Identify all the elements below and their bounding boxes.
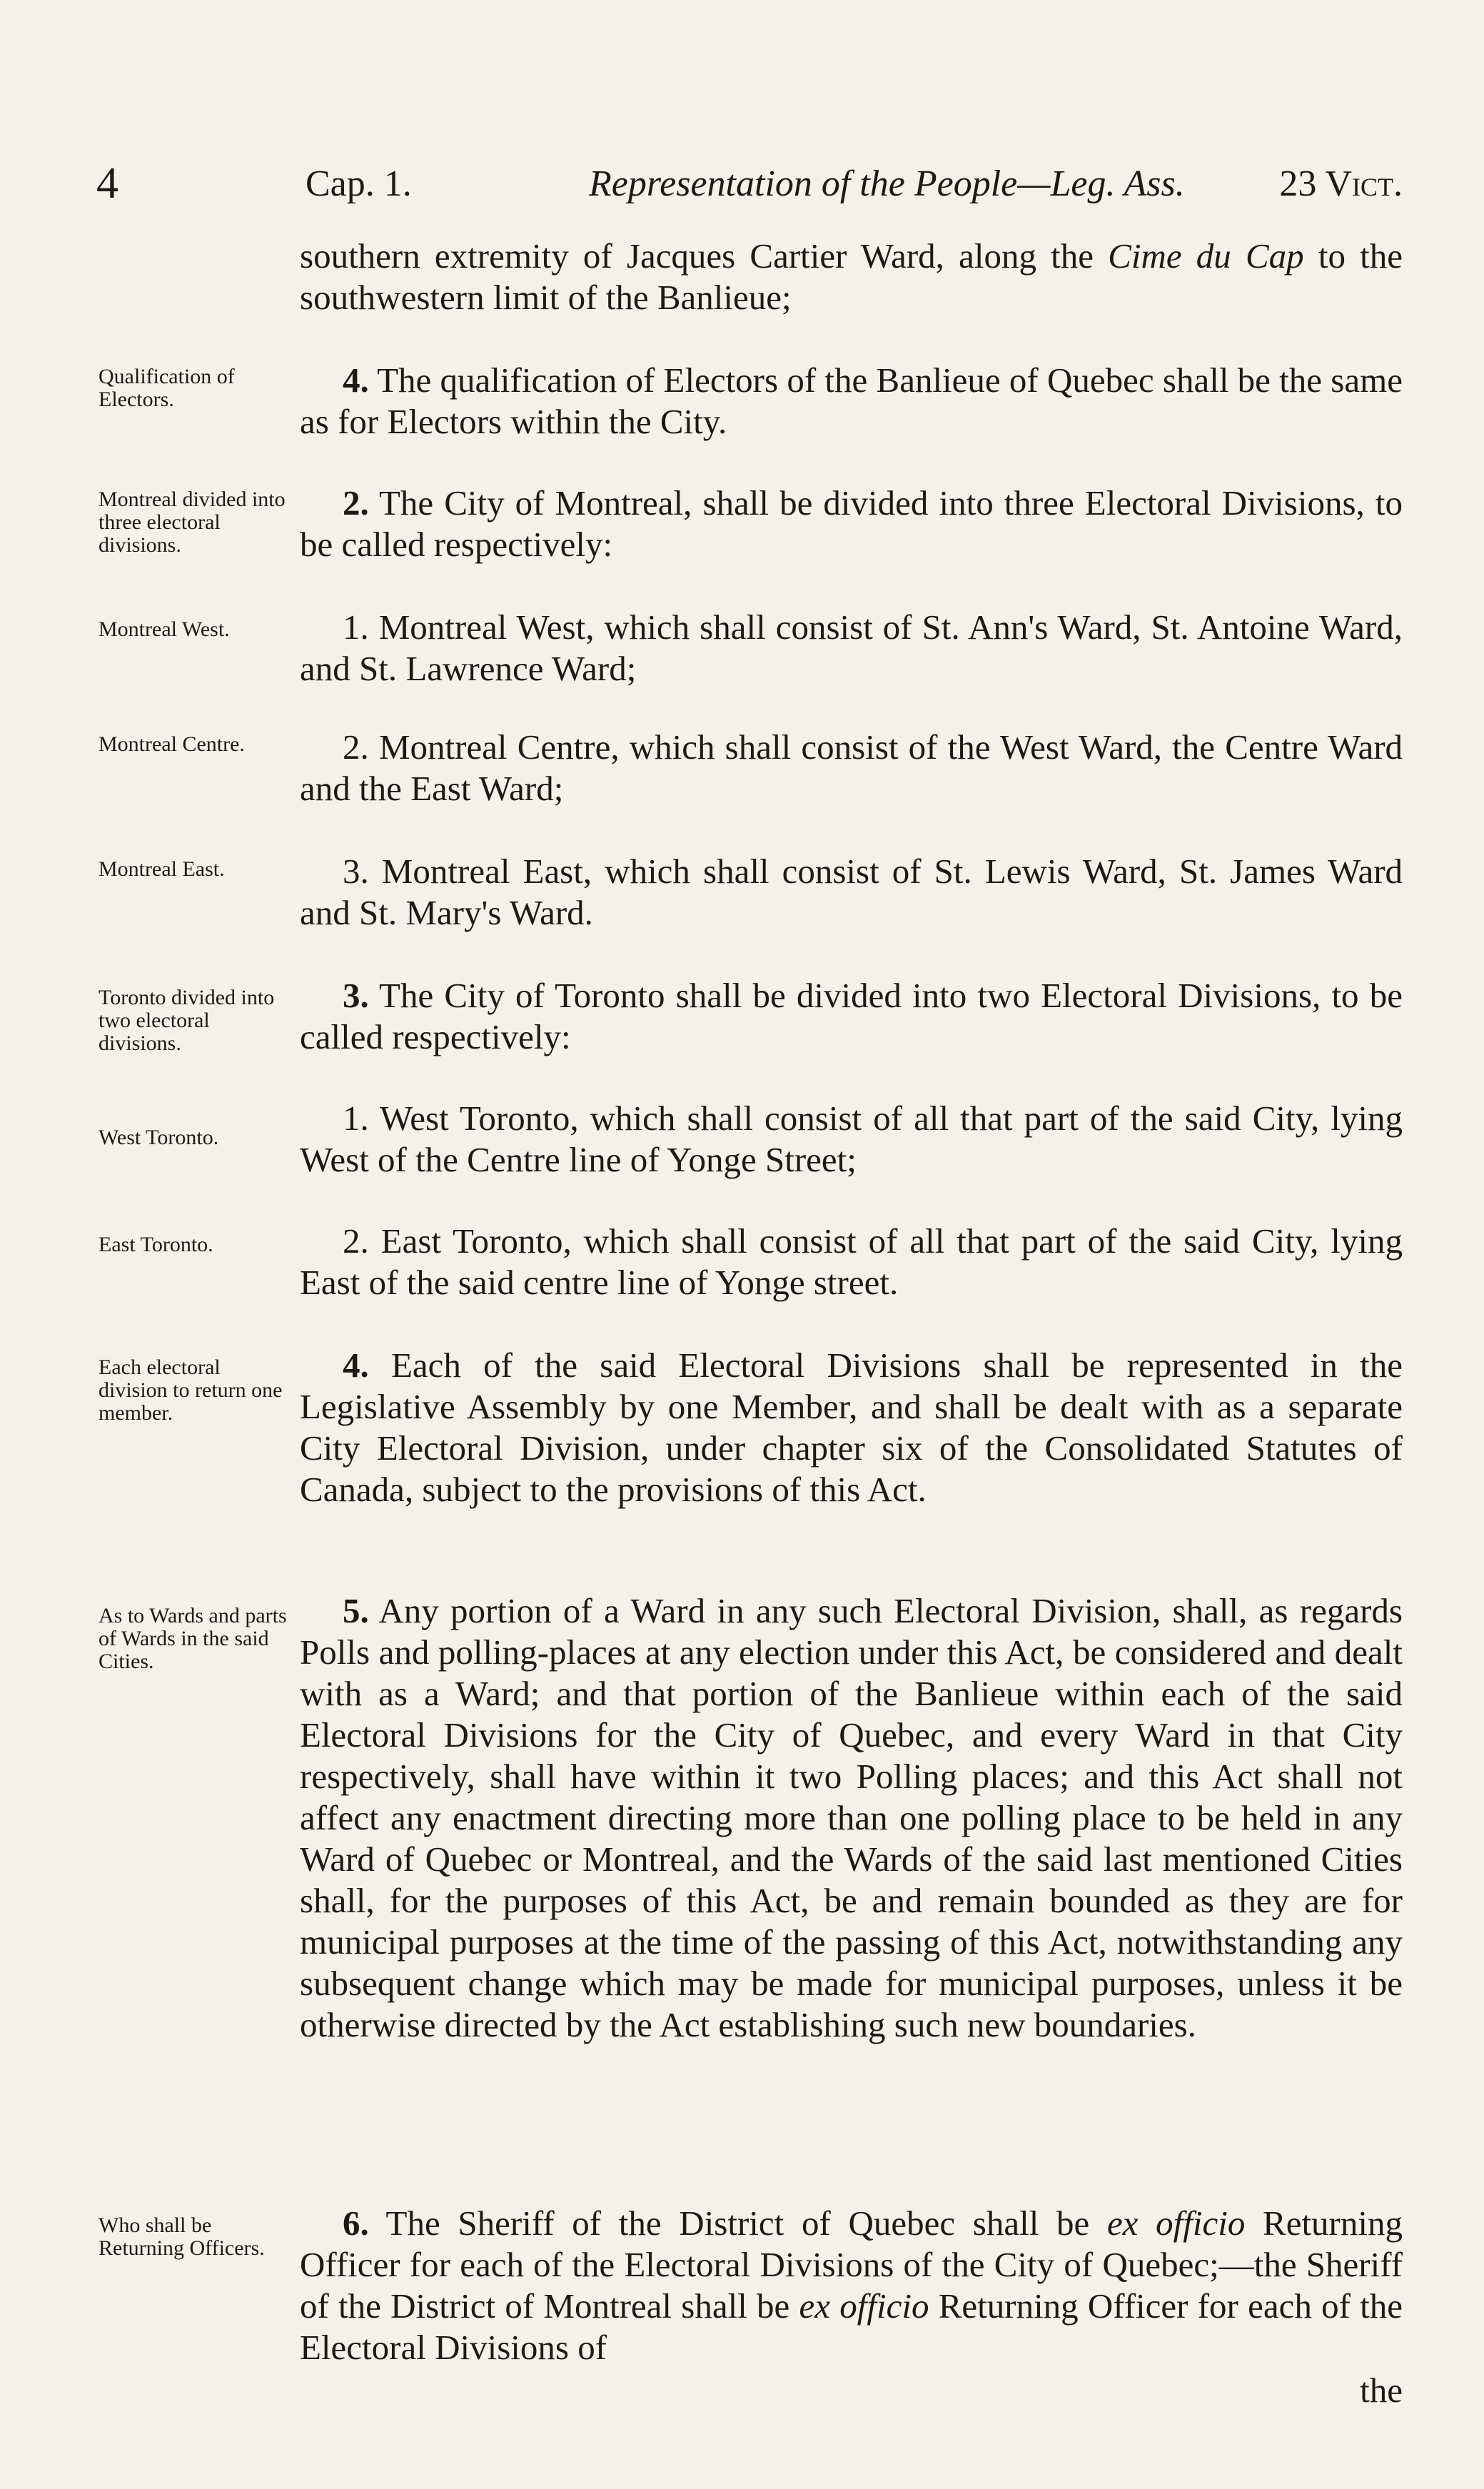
section-qualification: 4. The qualification of Electors of the Banlieue of Quebec shall be the same as for Electors within the City. bbox=[300, 360, 1403, 441]
margin-note-west-toronto: West Toronto. bbox=[99, 1126, 219, 1149]
section-montreal-centre: 2. Montreal Centre, which shall consist of the West Ward, the Centre Ward and the East Ward; bbox=[300, 727, 1403, 808]
section-montreal-west: 1. Montreal West, which shall consist of St. Ann's Ward, St. Antoine Ward, and St. Lawrence Ward; bbox=[300, 607, 1403, 688]
section-returning-officers: 6. The Sheriff of the District of Quebec shall be ex officio Returning Officer for each of the Electoral Divisions of the City of Quebec;—the Sheriff of the District of Montreal shall be ex officio Returning Officer for each of the Electoral Divisions of bbox=[300, 2203, 1403, 2367]
continuation-paragraph: southern extremity of Jacques Cartier Ward, along the Cime du Cap to the southwestern limit of the Banlieue; bbox=[300, 236, 1403, 317]
page-number: 4 bbox=[96, 159, 118, 208]
section-west-toronto: 1. West Toronto, which shall consist of all that part of the said City, lying West of the Centre line of Yonge Street; bbox=[300, 1099, 1403, 1179]
regnal-year: 23 Vict. bbox=[1279, 163, 1403, 204]
margin-note-qualification: Qualification of Electors. bbox=[99, 365, 235, 411]
margin-note-one-member: Each electoral division to return one member. bbox=[99, 1355, 283, 1425]
margin-note-montreal-divided: Montreal divided into three electoral divisions. bbox=[99, 488, 286, 557]
section-wards: 5. Any portion of a Ward in any such Electoral Division, shall, as regards Polls and polling-places at any election under this Act, be considered and dealt with as a Ward; and that portion of the Banlieue within each of the said Electoral Divisions for the City of Quebec, and every Ward in that City respectively, shall have within it two Polling places; and this Act shall not affect any enactment directing more than one polling place to be held in any Ward of Quebec or Montreal, and the Wards of the said last mentioned Cities shall, for the purposes of this Act, be and remain bounded as they are for municipal purposes at the time of the passing of this Act, notwithstanding any subsequent change which may be made for municipal purposes, unless it be otherwise directed by the Act establishing such new boundaries. bbox=[300, 1591, 1403, 2044]
margin-note-montreal-east: Montreal East. bbox=[99, 857, 225, 881]
running-title: Representation of the People—Leg. Ass. bbox=[589, 163, 1185, 204]
margin-note-montreal-west: Montreal West. bbox=[99, 617, 230, 641]
margin-note-returning-officers: Who shall be Returning Officers. bbox=[99, 2213, 265, 2260]
section-one-member: 4. Each of the said Electoral Divisions shall be represented in the Legislative Assembly by one Member, and shall be dealt with as a separate City Electoral Division, under chapter six of the Consolidated Statutes of Canada, subject to the provisions of this Act. bbox=[300, 1346, 1403, 1509]
margin-note-toronto-divided: Toronto divided into two electoral divisions. bbox=[99, 986, 275, 1055]
section-montreal-divided: 2. The City of Montreal, shall be divided into three Electoral Divisions, to be called respectively: bbox=[300, 483, 1403, 564]
margin-note-montreal-centre: Montreal Centre. bbox=[99, 732, 245, 756]
catchword: the bbox=[1360, 2371, 1403, 2410]
section-montreal-east: 3. Montreal East, which shall consist of St. Lewis Ward, St. James Ward and St. Mary's Ward. bbox=[300, 852, 1403, 932]
chapter-label: Cap. 1. bbox=[306, 163, 412, 204]
section-east-toronto: 2. East Toronto, which shall consist of all that part of the said City, lying East of the said centre line of Yonge street. bbox=[300, 1221, 1403, 1302]
running-head bbox=[96, 158, 1403, 208]
margin-note-wards: As to Wards and parts of Wards in the said Cities. bbox=[99, 1604, 287, 1673]
section-toronto-divided: 3. The City of Toronto shall be divided into two Electoral Divisions, to be called respectively: bbox=[300, 976, 1403, 1056]
margin-note-east-toronto: East Toronto. bbox=[99, 1233, 213, 1256]
